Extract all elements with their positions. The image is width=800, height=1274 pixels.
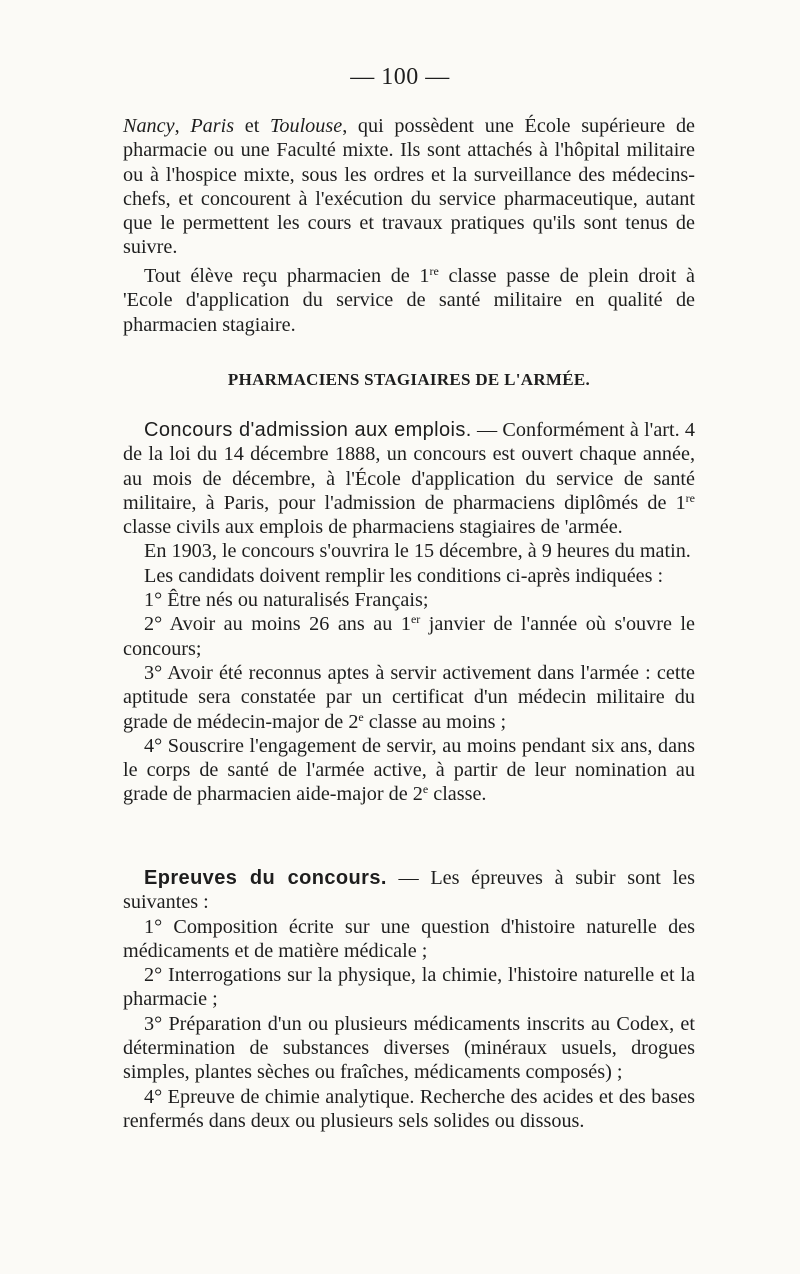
condition-1: 1° Être nés ou naturalisés Français; (144, 589, 429, 612)
section-title-epreuves: Epreuves du concours. (144, 867, 387, 889)
superscript: e (358, 709, 364, 724)
epreuve-3: 3° Préparation d'un ou plusieurs médicaments inscrits au Codex, et détermination de substances diverses (minéraux usuels, drogues simples, plantes sèches ou fraîches, médicaments composés) ; (123, 1012, 695, 1084)
section-admission (123, 418, 695, 807)
section-epreuves (123, 866, 695, 1133)
city-nancy: Nancy (123, 115, 175, 137)
text-run: janvier de l'année où s'ouvre le concours; (123, 613, 695, 660)
text-run: classe civils aux emplois de pharmaciens stagiaires de 'armée. (123, 516, 623, 539)
city-toulouse: Toulouse (270, 115, 343, 137)
superscript: e (422, 782, 429, 797)
text-run: 3° Avoir été reconnus aptes à servir activement dans l'armée : cette aptitude sera constatée par un certificat d'un médecin militaire du grade de médecin-major de 2 (123, 661, 695, 733)
epreuve-2: 2° Interrogations sur la physique, la chimie, l'histoire naturelle et la pharmacie ; (123, 964, 695, 1011)
text-run: Tout élève reçu pharmacien de 1 (144, 265, 430, 287)
condition-2 (123, 612, 695, 661)
conditions-intro: Les candidats doivent remplir les conditions ci-après indiquées : (144, 564, 664, 587)
admission-date-paragraph: En 1903, le concours s'ouvrira le 15 décembre, à 9 heures du matin. (144, 540, 691, 563)
epreuve-4: 4° Epreuve de chimie analytique. Recherche des acides et des bases renfermés dans deux ou plusieurs sels solides ou dissous. (123, 1085, 695, 1132)
condition-3 (123, 661, 695, 734)
superscript: er (410, 612, 421, 627)
text-run: 2° Avoir au moins 26 ans au 1 (144, 613, 411, 636)
text-run: classe passe de plein droit à 'Ecole d'application du service de santé militaire en qualité de pharmacien stagiaire. (123, 265, 696, 336)
text-run: — Les épreuves à subir sont les suivantes : (123, 867, 695, 914)
epreuve-1: 1° Composition écrite sur une question d'histoire naturelle des médicaments et de matière médicale ; (123, 915, 695, 962)
intro-paragraph-1 (123, 114, 695, 260)
condition-4 (123, 734, 695, 807)
text-run: et (234, 115, 271, 137)
superscript: re (429, 264, 439, 278)
text-run: , (174, 115, 191, 137)
intro-paragraph-2 (123, 264, 695, 337)
chapter-heading: PHARMACIENS STAGIAIRES DE L'ARMÉE. (227, 370, 591, 389)
text-run: — Conformément à l'art. 4 de la loi du 14 décembre 1888, un concours est ouvert chaque année, au mois de décembre, à l'École d'application du service de santé militaire, à Paris, pour l'admission de pharmaciens diplômés de 1 (123, 419, 695, 514)
text-run: classe au moins ; (363, 710, 507, 733)
section-title-admission: Concours d'admission aux emplois. (144, 419, 472, 441)
text-run: , qui possèdent une École supérieure de pharmacie ou une Faculté mixte. Ils sont attachés à l'hôpital militaire ou à l'hospice mixte, sous les ordres et la surveillance des médecins-chefs, et concourent à l'exécution du service pharmaceutique, autant que le permettent les cours et travaux pratiques qu'ils sont tenus de suivre. (123, 115, 696, 259)
text-run: 4° Souscrire l'engagement de servir, au moins pendant six ans, dans le corps de santé de l'armée active, à partir de leur nomination au grade de pharmacien aide-major de 2 (123, 734, 695, 806)
city-paris: Paris (190, 115, 235, 137)
superscript: re (685, 490, 695, 505)
page-number: — 100 — (350, 64, 450, 90)
text-run: classe. (428, 783, 487, 806)
